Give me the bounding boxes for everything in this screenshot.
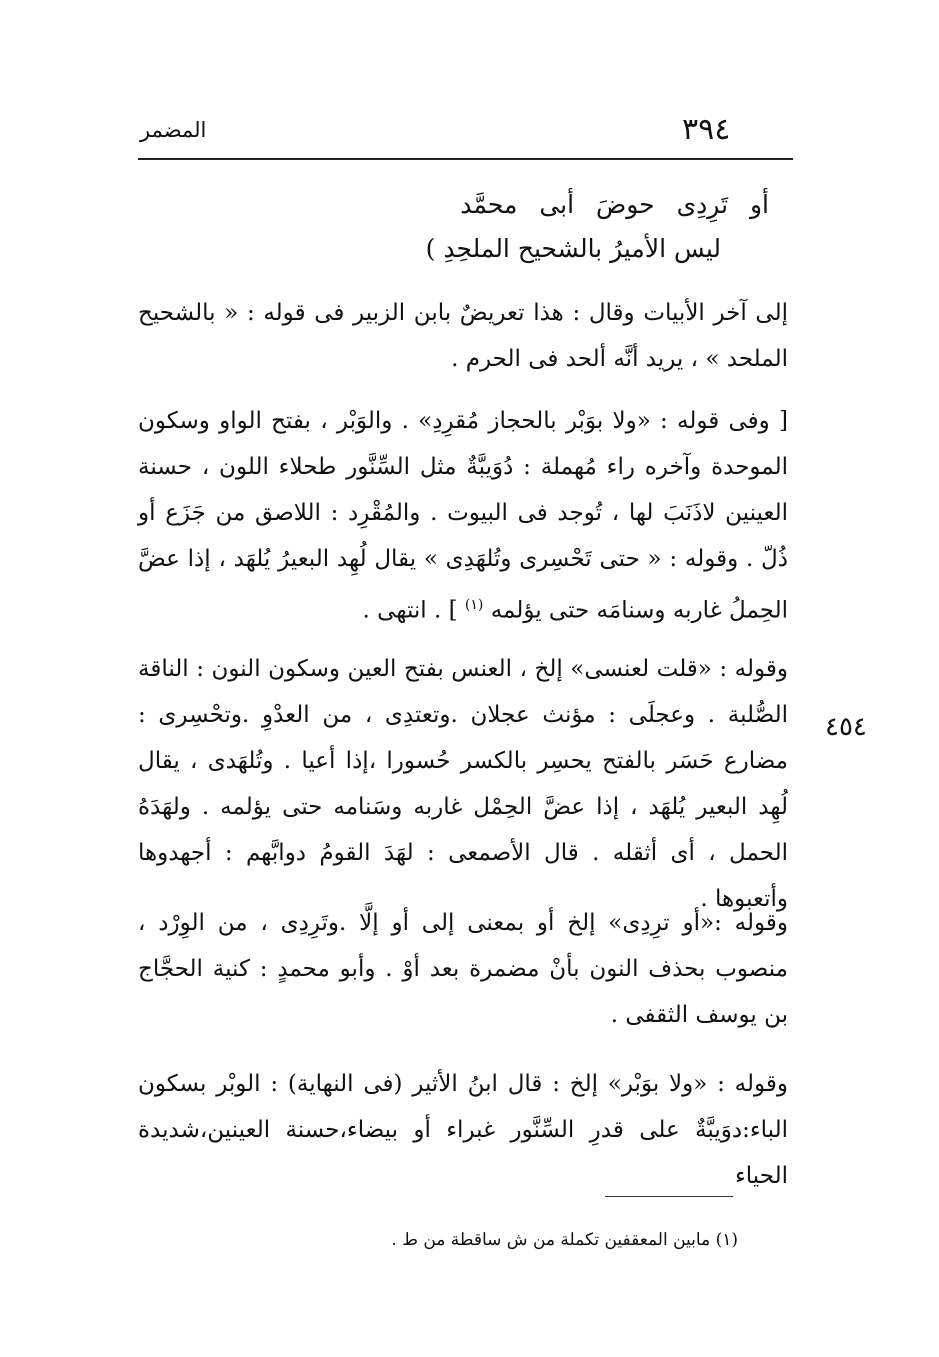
paragraph-2-text: [ وفى قوله : «ولا بوَبْر بالحجاز مُقرِدِ» . والوَبْر ، بفتح الواو وسكون الموحدة وآخره راء مُهملة : دُوَيبَّةٌ مثل السِّنَّور طحلاء اللون ، حسنة العينين لاذَنَبَ لها ، تُوجد فى البيوت . والمُقْرِد : اللاصق من جَزَع أو ذُلّ . وقوله : « حتى تَحْسِرى وتُلهَدِى » يقال لُهِد البعيرُ يُلهَد ، إذا عضَّ الحِملُ غاربه وسنامَه حتى يؤلمه	[138, 408, 788, 624]
margin-number: ٤٥٤	[825, 712, 867, 742]
footnote-reference: (١)	[464, 597, 484, 613]
verse-line-1: أو تَرِدِى حوضَ أبى محمَّد	[460, 190, 769, 219]
page-number: ٣٩٤	[682, 112, 731, 147]
paragraph-2	[138, 398, 788, 634]
running-title: المضمر	[140, 118, 207, 142]
header-rule	[138, 158, 793, 160]
paragraph-2-end: ] . انتهى .	[362, 597, 458, 624]
paragraph-5: وقوله : «ولا بوَبْر» إلخ : قال ابنُ الأثير (فى النهاية) : الوبْر بسكون الباء:دوَيبَّةٌ على قدرِ السِّنَّور غبراء أو بيضاء،حسنة العينين،شديدة الحياء	[138, 1071, 788, 1189]
verse-line-2: ليس الأميرُ بالشحيح الملحِدِ )	[425, 234, 721, 263]
paragraph-1: إلى آخر الأبيات وقال : هذا تعريضٌ بابن الزبير فى قوله : « بالشحيح الملحد » ، يريد أنَّه ألحد فى الحرم .	[138, 300, 788, 372]
footnote: (١) مابين المعقفين تكملة من ش ساقطة من ط .	[391, 1230, 738, 1250]
paragraph-3: وقوله : «قلت لعنسى» إلخ ، العنس بفتح العين وسكون النون : الناقة الصُّلبة . وعجلَى : مؤنث عجلان .وتعتدِى ، من العدْوِ .وتحْسِرى : مضارع حَسَر بالفتح يحسِر بالكسر حُسورا ،إذا أعيا . وتُلهَدى ، يقال لُهِد البعير يُلهَد ، إذا عضَّ الحِمْل غاربه وسَنامه حتى يؤلمه . ولهَدَهُ الحمل ، أى أثقله . قال الأصمعى : لهَدَ القومُ دوابَّهم : أجهدوها وأتعبوها .	[138, 656, 788, 912]
footnote-rule	[605, 1196, 733, 1197]
paragraph-4: وقوله :«أو ترِدِى» إلخ أو بمعنى إلى أو إلَّا .وتَرِدِى ، من الوِرْد ، منصوب بحذف النون بأنْ مضمرة بعد أوْ . وأبو محمدٍ : كنية الحجَّاج بن يوسف الثقفى .	[138, 910, 788, 1028]
